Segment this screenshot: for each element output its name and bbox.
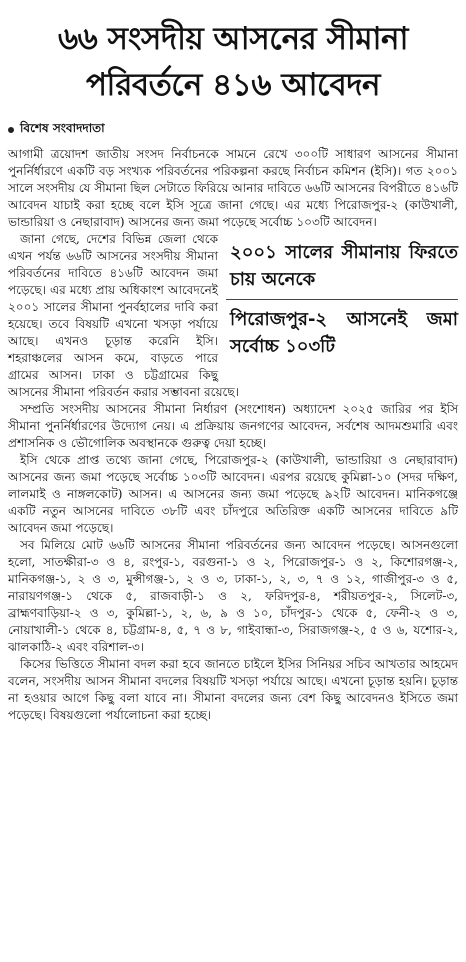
paragraph-4: ইসি থেকে প্রাপ্ত তথ্যে জানা গেছে, পিরোজপুর-২ (কাউখালী, ভান্ডারিয়া ও নেছারাবাদ) আসনের জন্য জমা পড়েছে সর্বোচ্চ ১০৩টি আবেদন। এরপর রয়েছে কুমিল্লা-১০ (সদর দক্ষিণ, লালমাই ও নাঙ্গলকোট) আসন। এ আসনের জন্য জমা পড়েছে ৯২টি আবেদন। মানিকগঞ্জে একটি নতুন আসনের দাবিতে ৩৮টি এবং চাঁদপুরে অতিরিক্ত একটি আসনের দাবিতে ৯টি আবেদন জমা পড়েছে। xyxy=(8,453,458,535)
byline-text: বিশেষ সংবাদদাতা xyxy=(20,121,105,135)
headline-line-1: ৬৬ সংসদীয় আসনের সীমানা xyxy=(57,21,409,57)
headline xyxy=(8,0,458,108)
paragraph-2: জানা গেছে, দেশের বিভিন্ন জেলা থেকে এখন পর্যন্ত ৬৬টি আসনের সংসদীয় সীমানা পরিবর্তনের দাবিতে ৪১৬টি আবেদন জমা পড়েছে। এর মধ্যে প্রায় অধিকাংশ আবেদনেই ২০০১ সালের সীমানা পুনর্বহালের দাবি করা হয়েছে। তবে বিষয়টি এখনো খসড়া পর্যায়ে আছে। এখনও চূড়ান্ত করেনি ইসি। শহরাঞ্চলের আসন কমে, বাড়তে পারে গ্রামের আসন। ঢাকা ও চট্টগ্রামের কিছু আসনের সীমানা পরিবর্তন করার সম্ভাবনা রয়েছে। xyxy=(8,232,239,399)
pullquote-box xyxy=(226,233,458,366)
pullquote-1: ২০০১ সালের সীমানায় ফিরতে চায় অনেকে xyxy=(226,233,458,300)
paragraph-1: আগামী ত্রয়োদশ জাতীয় সংসদ নির্বাচনকে সামনে রেখে ৩০০টি সাধারণ আসনের সীমানা পুনর্নির্ধারণে একটি বড় সংখ্যক পরিবর্তনের পরিকল্পনা করছে নির্বাচন কমিশন (ইসি)। গত ২০০১ সালে সংসদীয় যে সীমানা ছিল সেটাতে ফিরিয়ে আনার দাবিতে ৬৬টি আসনের বিপরীতে ৪১৬টি আবেদন যাচাই করা হচ্ছে বলে ইসি সূত্রে জানা গেছে। এর মধ্যে পিরোজপুর-২ (কাউখালী, ভান্ডারিয়া ও নেছারাবাদ) আসনের জন্য জমা পড়েছে সর্বোচ্চ ১০৩টি আবেদন। xyxy=(8,147,458,229)
paragraph-5: সব মিলিয়ে মোট ৬৬টি আসনের সীমানা পরিবর্তনের জন্য আবেদন পড়েছে। আসনগুলো হলো, সাতক্ষীরা-৩ ও ৪, রংপুর-১, বরগুনা-১ ও ২, পিরোজপুর-১ ও ২, কিশোরগঞ্জ-২, মানিকগঞ্জ-১, ২ ও ৩, মুন্সীগঞ্জ-১, ২ ও ৩, ঢাকা-১, ২, ৩, ৭ ও ১২, গাজীপুর-৩ ও ৫, নারায়ণগঞ্জ-১ থেকে ৫, রাজবাড়ী-১ ও ২, ফরিদপুর-৪, শরীয়তপুর-২, সিলেট-৩, ব্রাহ্মণবাড়িয়া-২ ও ৩, কুমিল্লা-১, ২, ৬, ৯ ও ১০, চাঁদপুর-১ থেকে ৫, ফেনী-২ ও ৩, নোয়াখালী-১ থেকে ৪, চট্টগ্রাম-৪, ৫, ৭ ও ৮, গাইবান্ধা-৩, সিরাজগঞ্জ-২, ৫ ও ৬, যশোর-২, ঝালকাঠি-২ এবং বরিশাল-৩। xyxy=(8,538,458,654)
pullquote-2: পিরোজপুর-২ আসনেই জমা সর্বোচ্চ ১০৩টি xyxy=(230,309,458,357)
bullet-icon xyxy=(8,127,14,133)
paragraph-6: কিসের ভিত্তিতে সীমানা বদল করা হবে জানতে চাইলে ইসির সিনিয়র সচিব আখতার আহমেদ বলেন, সংসদীয় আসন সীমানা বদলের বিষয়টি খসড়া পর্যায়ে আছে। এখনো চূড়ান্ত হয়নি। চূড়ান্ত না হওয়ার আগে কিছু বলা যাবে না। সীমানা বদলের জন্য বেশ কিছু আবেদনও ইসিতে জমা পড়েছে। বিষয়গুলো পর্যালোচনা করা হচ্ছে। xyxy=(8,657,458,722)
byline xyxy=(8,120,458,140)
paragraph-3: সম্প্রতি সংসদীয় আসনের সীমানা নির্ধারণ (সংশোধন) অধ্যাদেশ ২০২৫ জারির পর ইসি সীমানা পুনর্নির্ধারণের উদ্যোগ নেয়। এ প্রক্রিয়ায় জনগণের আবেদন, সর্বশেষ আদমশুমারি এবং প্রশাসনিক ও ভৌগোলিক অবস্থানকে গুরুত্ব দেয়া হচ্ছে। xyxy=(8,402,458,450)
article-body xyxy=(8,146,458,724)
headline-line-2: পরিবর্তনে ৪১৬ আবেদন xyxy=(85,67,381,103)
